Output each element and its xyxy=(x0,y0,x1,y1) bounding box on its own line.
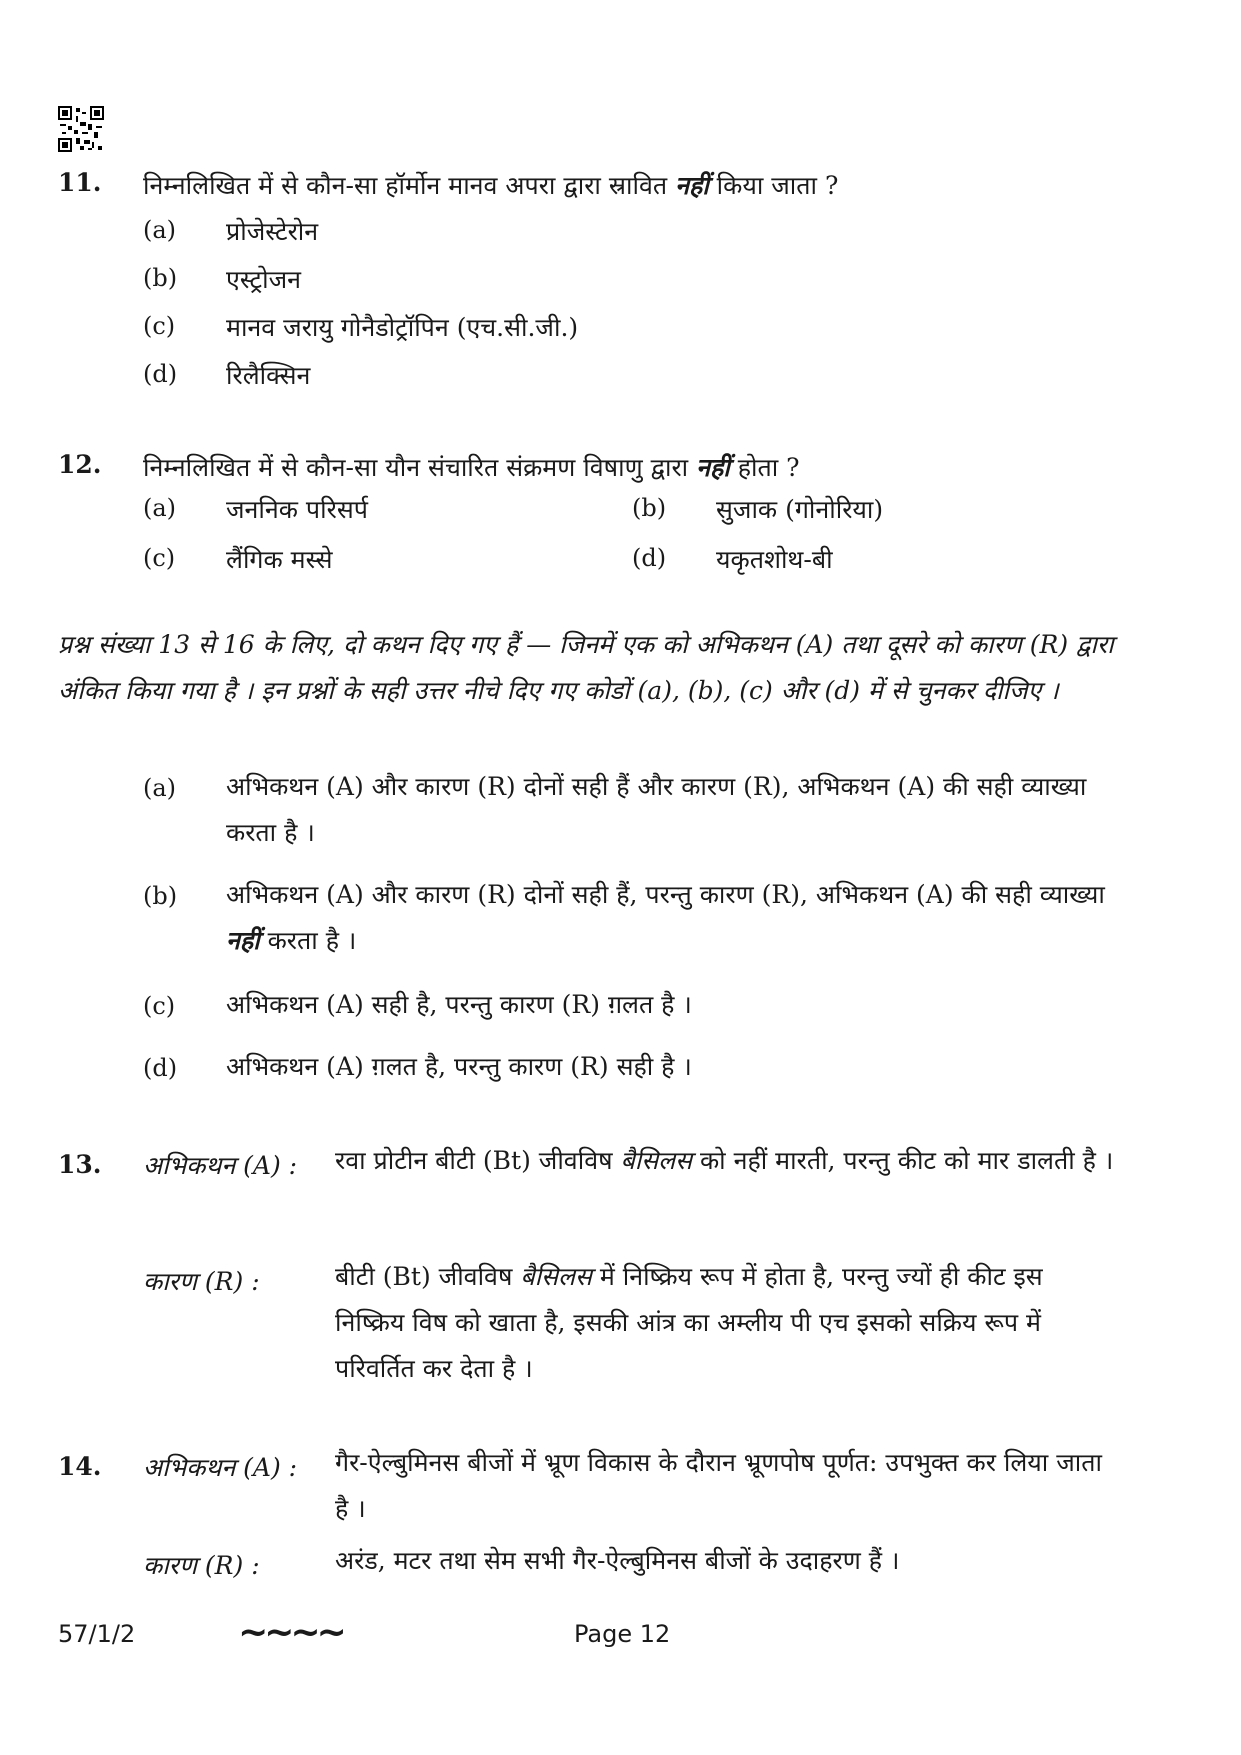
question-text: निम्नलिखित में से कौन-सा हॉर्मोन मानव अपरा द्वारा स्रावित नहीं किया जाता ? xyxy=(143,171,839,200)
option-text: यकृतशोथ-बी xyxy=(716,545,833,574)
reason-label: कारण (R) : xyxy=(143,1551,260,1580)
question-text: निम्नलिखित में से कौन-सा यौन संचारित संक्रमण विषाणु द्वारा नहीं होता ? xyxy=(143,453,800,482)
option-label: (a) xyxy=(143,216,177,244)
code-label: (a) xyxy=(143,774,177,802)
option-text: जननिक परिसर्प xyxy=(226,495,368,524)
qr-code-icon xyxy=(58,106,104,152)
code-text: अभिकथन (A) और कारण (R) दोनों सही हैं और कारण (R), अभिकथन (A) की सही व्याख्या करता है । xyxy=(226,772,1087,847)
assertion-text: रवा प्रोटीन बीटी (Bt) जीवविष बैसिलस को नहीं मारती, परन्तु कीट को मार डालती है । xyxy=(335,1146,1114,1175)
option-text: लैंगिक मस्से xyxy=(226,545,333,574)
option-text: सुजाक (गोनोरिया) xyxy=(716,495,884,524)
assertion-label: अभिकथन (A) : xyxy=(143,1151,298,1180)
emphasis-bacillus: बैसिलस xyxy=(620,1146,693,1175)
wave-mark-icon: ∼∼∼∼ xyxy=(238,1612,343,1653)
option-label: (c) xyxy=(143,312,176,340)
assertion-text: गैर-ऐल्बुमिनस बीजों में भ्रूण विकास के दौरान भ्रूणपोष पूर्णत: उपभुक्त कर लिया जाता है । xyxy=(335,1448,1102,1523)
emphasis-bacillus: बैसिलस xyxy=(520,1262,592,1291)
option-text: प्रोजेस्टेरोन xyxy=(226,217,319,246)
reason-text: बीटी (Bt) जीवविष बैसिलस में निष्क्रिय रूप में होता है, परन्तु ज्यों ही कीट इस निष्क्रिय विष को खाता है, इसकी आंत्र का अम्लीय पी एच इसको सक्रिय रूप में परिवर्तित कर देता है । xyxy=(335,1262,1043,1383)
assertion-label: अभिकथन (A) : xyxy=(143,1453,298,1482)
code-label: (c) xyxy=(143,992,176,1020)
option-text: एस्ट्रोजन xyxy=(226,265,302,294)
emphasis-not: नहीं xyxy=(226,926,260,955)
instructions-paragraph: प्रश्न संख्या 13 से 16 के लिए, दो कथन दिए गए हैं — जिनमें एक को अभिकथन (A) तथा दूसरे को कारण (R) द्वारा अंकित किया गया है । इन प्रश्नों के सही उत्तर नीचे दिए गए कोडों (a), (b), (c) और (d) में से चुनकर दीजिए । xyxy=(58,630,1114,705)
question-number: 13. xyxy=(58,1150,102,1179)
option-text: रिलैक्सिन xyxy=(226,361,311,390)
code-text: अभिकथन (A) और कारण (R) दोनों सही हैं, परन्तु कारण (R), अभिकथन (A) की सही व्याख्या नहीं करता है । xyxy=(226,880,1105,955)
emphasis-not: नहीं xyxy=(696,453,730,482)
reason-text: अरंड, मटर तथा सेम सभी गैर-ऐल्बुमिनस बीजों के उदाहरण हैं । xyxy=(335,1546,900,1575)
question-number: 12. xyxy=(58,450,102,479)
code-label: (d) xyxy=(143,1054,178,1082)
emphasis-not: नहीं xyxy=(675,171,709,200)
option-label: (d) xyxy=(632,544,667,572)
option-label: (d) xyxy=(143,360,178,388)
code-text: अभिकथन (A) ग़लत है, परन्तु कारण (R) सही है । xyxy=(226,1052,692,1081)
question-number: 11. xyxy=(58,168,102,197)
option-label: (a) xyxy=(143,494,177,522)
page-number: Page 12 xyxy=(574,1620,671,1648)
question-number: 14. xyxy=(58,1452,102,1481)
paper-code: 57/1/2 xyxy=(58,1620,136,1648)
reason-label: कारण (R) : xyxy=(143,1267,260,1296)
code-text: अभिकथन (A) सही है, परन्तु कारण (R) ग़लत है । xyxy=(226,990,692,1019)
option-label: (b) xyxy=(143,264,178,292)
option-label: (b) xyxy=(632,494,667,522)
option-text: मानव जरायु गोनैडोट्रॉपिन (एच.सी.जी.) xyxy=(226,313,579,342)
option-label: (c) xyxy=(143,544,176,572)
code-label: (b) xyxy=(143,882,178,910)
